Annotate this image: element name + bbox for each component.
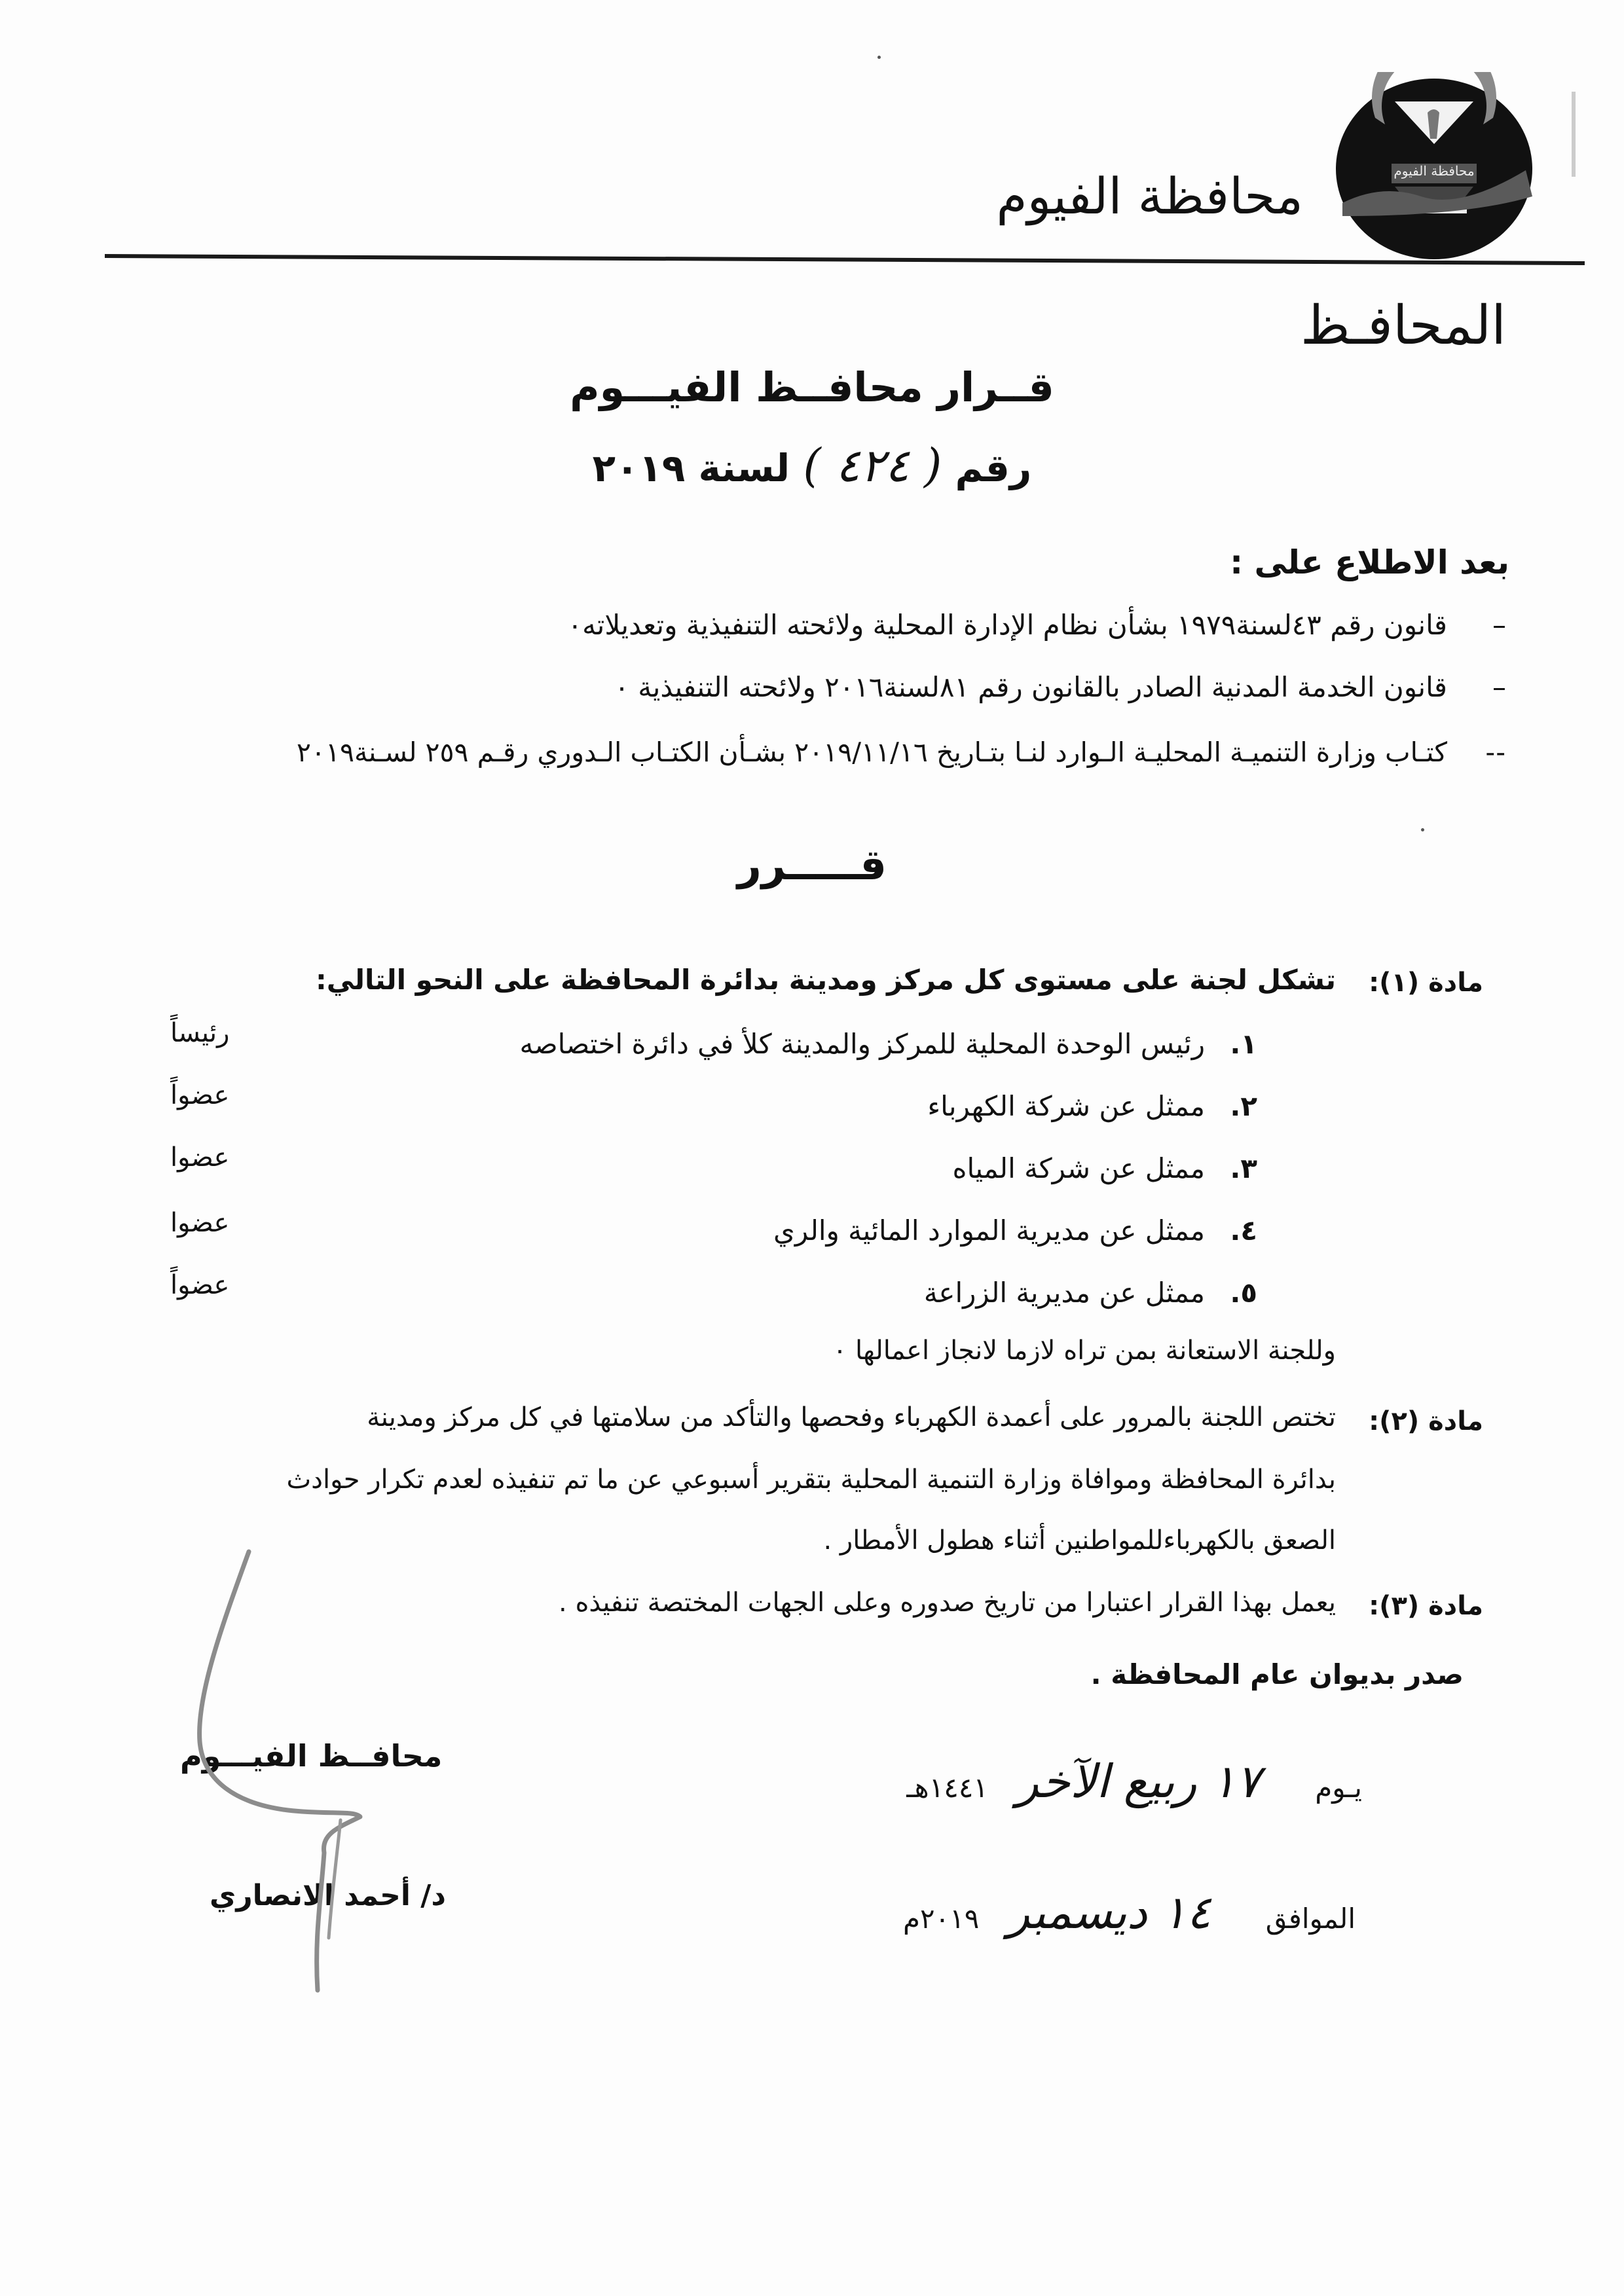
gregorian-date-line xyxy=(903,1886,1356,1939)
member-text: رئيس الوحدة المحلية للمركز والمدينة كلأ في دائرة اختصاصه xyxy=(519,1028,1205,1060)
dash-bullet: – xyxy=(1492,671,1506,703)
member-item xyxy=(924,1277,1257,1309)
governorate-emblem xyxy=(1329,72,1539,262)
emblem-text: محافظة الفيوم xyxy=(1393,163,1475,179)
article-1-note: وللجنة الاستعانة بمن تراه لازما لانجاز اعمالها ٠ xyxy=(832,1336,1336,1366)
preamble-item xyxy=(568,609,1506,641)
issued-statement: صدر بديوان عام المحافظة . xyxy=(1090,1658,1464,1690)
article-3-text: يعمل بهذا القرار اعتبارا من تاريخ صدوره وعلى الجهات المختصة تنفيذه . xyxy=(559,1588,1336,1618)
member-text: ممثل عن مديرية الموارد المائية والري xyxy=(773,1214,1205,1247)
member-role: رئيساً xyxy=(170,1018,230,1048)
decided-heading: قـــــرر xyxy=(737,841,887,890)
governorate-name: محافظة الفيوم xyxy=(996,167,1303,225)
member-text: ممثل عن شركة المياه xyxy=(952,1152,1205,1184)
preamble-item xyxy=(614,671,1506,703)
scan-speck xyxy=(877,56,881,59)
gregorian-label: الموافق xyxy=(1265,1903,1356,1935)
signatory-title: محافــظ الفيـــوم xyxy=(180,1738,443,1774)
article-1-text: تشكل لجنة على مستوى كل مركز ومدينة بدائرة المحافظة على النحو التالي: xyxy=(315,964,1336,996)
hijri-date-line xyxy=(906,1755,1362,1808)
gregorian-year: ٢٠١٩م xyxy=(903,1903,980,1935)
member-number: ٣. xyxy=(1230,1152,1257,1184)
member-number: ٢. xyxy=(1230,1090,1257,1122)
member-text: ممثل عن مديرية الزراعة xyxy=(923,1277,1205,1309)
article-2-line: الصعق بالكهرباءللمواطنين أثناء هطول الأمطار . xyxy=(823,1525,1336,1556)
member-number: ٤. xyxy=(1230,1214,1257,1247)
scan-speck xyxy=(1421,828,1424,831)
member-role: عضواً xyxy=(170,1270,230,1300)
handwritten-decree-number: ( ٤٢٤ ) xyxy=(803,439,942,492)
preamble-heading: بعد الاطلاع على : xyxy=(1230,543,1509,581)
decree-year: لسنة ٢٠١٩ xyxy=(592,446,790,490)
article-3-label: مادة (٣): xyxy=(1369,1591,1483,1621)
preamble-item-text: قانون الخدمة المدنية الصادر بالقانون رقم ٨١لسنة٢٠١٦ ولائحته التنفيذية ٠ xyxy=(614,671,1447,703)
member-number: ١. xyxy=(1230,1028,1257,1060)
article-1-label: مادة (١): xyxy=(1369,968,1483,998)
member-role: عضواً xyxy=(170,1080,230,1110)
member-number: ٥. xyxy=(1230,1277,1257,1309)
decree-title: قــرار محافــظ الفيـــوم xyxy=(570,363,1054,411)
member-item xyxy=(773,1214,1257,1247)
handwritten-gregorian-date: ١٤ ديسمبر xyxy=(1007,1886,1211,1939)
handwritten-signature xyxy=(183,1545,380,2003)
member-item xyxy=(953,1152,1257,1184)
handwritten-hijri-date: ١٧ ربيع الآخر xyxy=(1016,1755,1261,1808)
member-text: ممثل عن شركة الكهرباء xyxy=(927,1090,1205,1122)
member-role: عضوا xyxy=(170,1142,230,1173)
signatory-name: د/ أحمد الانصاري xyxy=(210,1879,446,1912)
article-2-label: مادة (٢): xyxy=(1369,1406,1483,1436)
decree-number-line xyxy=(0,439,1624,492)
article-2-line: تختص اللجنة بالمرور على أعمدة الكهرباء وفحصها والتأكد من سلامتها في كل مركز ومدينة xyxy=(367,1402,1336,1432)
preamble-item-text: كتـاب وزارة التنميـة المحليـة الـوارد لنـا بتـاريخ ٢٠١٩/١١/١٦ بشـأن الكتـاب الـدوري رقـم ٢٥٩ لسـنة٢٠١٩ xyxy=(296,737,1447,768)
office-title: المحافـظ xyxy=(1300,295,1506,357)
dash-bullet: – xyxy=(1492,609,1506,641)
number-prefix: رقم xyxy=(955,446,1032,490)
dash-bullet: -- xyxy=(1485,737,1506,768)
member-role: عضوا xyxy=(170,1208,230,1238)
preamble-item xyxy=(297,737,1506,768)
hijri-label: يـوم xyxy=(1315,1772,1362,1804)
member-item xyxy=(927,1090,1257,1122)
member-item xyxy=(520,1028,1258,1060)
scan-edge-mark xyxy=(1572,92,1576,177)
article-2-line: بدائرة المحافظة وموافاة وزارة التنمية المحلية بتقرير أسبوعي عن ما تم تنفيذه لعدم تكرار حوادث xyxy=(286,1465,1336,1495)
preamble-item-text: قانون رقم ٤٣لسنة١٩٧٩ بشأن نظام الإدارة المحلية ولائحته التنفيذية وتعديلاته٠ xyxy=(567,609,1447,641)
hijri-year: ١٤٤١هـ xyxy=(906,1772,988,1804)
